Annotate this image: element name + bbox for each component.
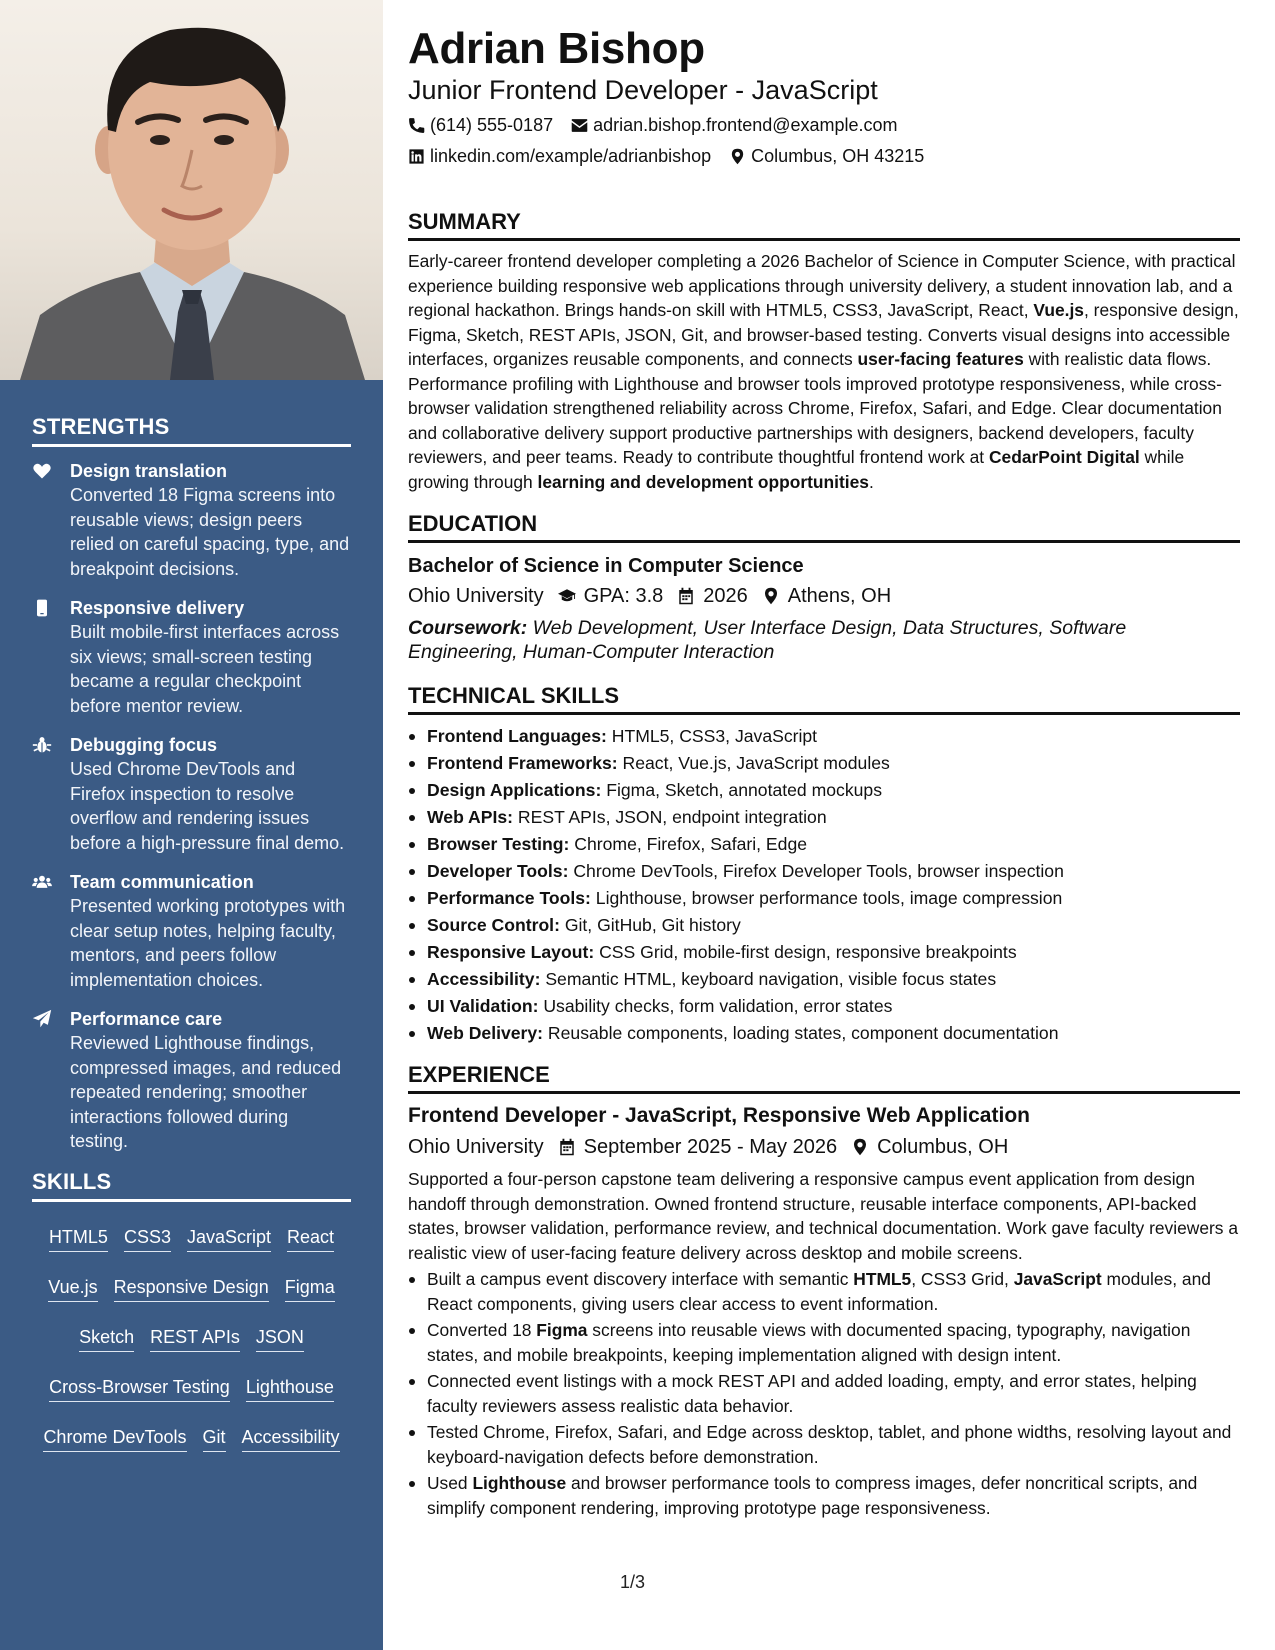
- education-location: Athens, OH: [762, 582, 891, 610]
- strength-item: [32, 1007, 351, 1154]
- strength-title: Debugging focus: [70, 735, 217, 755]
- job-bullet: Used Lighthouse and browser performance tools to compress images, defer noncritical scripts, and simplify component rendering, improving prototype page responsiveness.: [408, 1471, 1240, 1520]
- heart-icon: [32, 459, 70, 581]
- technical-skills-list: [408, 723, 1240, 1047]
- skill-tags: [32, 1214, 351, 1468]
- main-content: [408, 0, 1240, 1522]
- calendar-icon: [558, 1138, 576, 1156]
- job-meta: [408, 1133, 1240, 1161]
- users-icon: [32, 870, 70, 992]
- calendar-icon: [677, 587, 695, 605]
- skill-row: Accessibility: Semantic HTML, keyboard navigation, visible focus states: [408, 966, 1240, 993]
- skill-tag: Figma: [285, 1276, 335, 1302]
- skill-tag: Responsive Design: [114, 1276, 269, 1302]
- skill-row: Web Delivery: Reusable components, loading states, component documentation: [408, 1020, 1240, 1047]
- strength-item: [32, 870, 351, 992]
- email-text: adrian.bishop.frontend@example.com: [593, 115, 898, 135]
- strength-text: Reviewed Lighthouse findings, compressed images, and reduced repeated rendering; smoother interactions followed during testing.: [70, 1033, 342, 1151]
- skill-tag: JavaScript: [187, 1226, 271, 1252]
- contact-email[interactable]: [571, 113, 897, 137]
- linkedin-text: linkedin.com/example/adrianbishop: [430, 146, 712, 166]
- contact-location: [729, 144, 924, 168]
- strength-title: Performance care: [70, 1009, 223, 1029]
- job-bullet: Converted 18 Figma screens into reusable views with documented spacing, typography, navigation states, and mobile breakpoints, keeping implementation aligned with design intent.: [408, 1318, 1240, 1367]
- map-marker-icon: [762, 587, 780, 605]
- skill-row: Responsive Layout: CSS Grid, mobile-first design, responsive breakpoints: [408, 939, 1240, 966]
- skill-tag: Cross-Browser Testing: [49, 1376, 230, 1402]
- skill-tag: HTML5: [49, 1226, 108, 1252]
- skill-row: Browser Testing: Chrome, Firefox, Safari, Edge: [408, 831, 1240, 858]
- skill-row: Developer Tools: Chrome DevTools, Firefox Developer Tools, browser inspection: [408, 858, 1240, 885]
- experience-heading: EXPERIENCE: [408, 1061, 1240, 1094]
- linkedin-icon: [408, 148, 425, 165]
- skill-row: Web APIs: REST APIs, JSON, endpoint integration: [408, 804, 1240, 831]
- job-bullet: Connected event listings with a mock REST API and added loading, empty, and error states, helping faculty reviewers assess realistic data behavior.: [408, 1369, 1240, 1418]
- location-text: Columbus, OH 43215: [751, 146, 925, 166]
- map-marker-icon: [851, 1138, 869, 1156]
- profile-photo: [0, 0, 383, 380]
- mobile-icon: [32, 596, 70, 718]
- skill-row: Performance Tools: Lighthouse, browser performance tools, image compression: [408, 885, 1240, 912]
- strength-title: Responsive delivery: [70, 598, 245, 618]
- strength-text: Converted 18 Figma screens into reusable views; design peers relied on careful spacing, type, and breakpoint decisions.: [70, 485, 350, 579]
- skill-row: UI Validation: Usability checks, form validation, error states: [408, 993, 1240, 1020]
- contact-phone[interactable]: [408, 113, 553, 137]
- school-name: Ohio University: [408, 585, 544, 607]
- contact-row: [408, 113, 1240, 137]
- skill-tag: Lighthouse: [246, 1376, 334, 1402]
- page-number: 1/3: [620, 1572, 646, 1592]
- strength-text: Used Chrome DevTools and Firefox inspection to resolve overflow and rendering issues before a high-pressure final demo.: [70, 759, 345, 853]
- phone-icon: [408, 117, 425, 134]
- job-bullets: [408, 1267, 1240, 1520]
- strength-text: Presented working prototypes with clear setup notes, helping faculty, mentors, and peers follow implementation choices.: [70, 896, 346, 990]
- sidebar: [0, 0, 383, 1650]
- contact-row: [408, 144, 1240, 168]
- skill-row: Design Applications: Figma, Sketch, annotated mockups: [408, 777, 1240, 804]
- candidate-name: Adrian Bishop: [408, 24, 705, 73]
- job-location: Columbus, OH: [851, 1133, 1008, 1161]
- job-description: Supported a four-person capstone team delivering a responsive campus event application from design handoff through demonstration. Owned frontend structure, reusable interface components, API-backed states, browser validation, performance review, and technical documentation. Work gave faculty reviewers a realistic view of user-facing feature delivery across desktop and mobile screens.: [408, 1169, 1239, 1263]
- skill-tag: React: [287, 1226, 334, 1252]
- coursework: Coursework: Web Development, User Interface Design, Data Structures, Software Engineering, Human-Computer Interaction: [408, 617, 1127, 663]
- strength-item: [32, 459, 351, 581]
- skill-tag: Accessibility: [242, 1426, 340, 1452]
- graduation-cap-icon: [558, 587, 576, 605]
- skill-row: Frontend Frameworks: React, Vue.js, JavaScript modules: [408, 750, 1240, 777]
- strengths-heading: STRENGTHS: [32, 414, 351, 447]
- gpa: GPA: 3.8: [558, 582, 664, 610]
- skill-tag: Chrome DevTools: [43, 1426, 186, 1452]
- job-org: Ohio University: [408, 1136, 544, 1158]
- summary-text: Early-career frontend developer completing a 2026 Bachelor of Science in Computer Science, with practical experience building responsive web applications through university delivery, a student innovation lab, and a regional hackathon. Brings hands-on skill with HTML5, CSS3, JavaScript, React, Vue.js, responsive design, Figma, Sketch, REST APIs, JSON, Git, and browser-based testing. Converts visual designs into accessible interfaces, organizes reusable components, and connects user-facing features with realistic data flows. Performance profiling with Lighthouse and browser tools improved prototype responsiveness, while cross-browser validation strengthened reliability across Chrome, Firefox, Safari, and Edge. Clear documentation and collaborative delivery support productive partnerships with designers, backend developers, faculty reviewers, and peer teams. Ready to contribute thoughtful frontend work at CedarPoint Digital while growing through learning and development opportunities.: [408, 251, 1239, 492]
- map-marker-icon: [729, 148, 746, 165]
- skill-tag: Sketch: [79, 1326, 134, 1352]
- candidate-role: Junior Frontend Developer - JavaScript: [408, 75, 878, 105]
- education-meta: [408, 582, 1240, 610]
- strength-title: Design translation: [70, 461, 228, 481]
- envelope-icon: [571, 117, 588, 134]
- education-heading: EDUCATION: [408, 510, 1240, 543]
- bug-icon: [32, 733, 70, 855]
- skills-heading: SKILLS: [32, 1169, 351, 1202]
- paper-plane-icon: [32, 1007, 70, 1154]
- skill-row: Frontend Languages: HTML5, CSS3, JavaScript: [408, 723, 1240, 750]
- skill-tag: CSS3: [124, 1226, 171, 1252]
- technical-skills-heading: TECHNICAL SKILLS: [408, 682, 1240, 715]
- skill-tag: Git: [203, 1426, 226, 1452]
- skill-tag: JSON: [256, 1326, 304, 1352]
- strength-text: Built mobile-first interfaces across six views; small-screen testing became a regular checkpoint before mentor review.: [70, 622, 340, 716]
- skill-tag: REST APIs: [150, 1326, 240, 1352]
- skill-tag: Vue.js: [48, 1276, 97, 1302]
- graduation-year: 2026: [677, 582, 748, 610]
- job-bullet: Built a campus event discovery interface with semantic HTML5, CSS3 Grid, JavaScript modules, and React components, giving users clear access to event information.: [408, 1267, 1240, 1316]
- job-bullet: Tested Chrome, Firefox, Safari, and Edge across desktop, tablet, and phone widths, resolving layout and keyboard-navigation defects before demonstration.: [408, 1420, 1240, 1469]
- phone-text: (614) 555-0187: [430, 115, 554, 135]
- contact-linkedin[interactable]: [408, 144, 711, 168]
- skill-row: Source Control: Git, GitHub, Git history: [408, 912, 1240, 939]
- skills-section: [0, 1169, 383, 1468]
- degree-title: Bachelor of Science in Computer Science: [408, 555, 804, 577]
- job-dates: September 2025 - May 2026: [558, 1133, 838, 1161]
- strengths-section: [0, 414, 383, 1154]
- job-title: Frontend Developer - JavaScript, Responsive Web Application: [408, 1104, 1030, 1127]
- strength-item: [32, 733, 351, 855]
- strength-title: Team communication: [70, 872, 254, 892]
- strength-item: [32, 596, 351, 718]
- summary-heading: SUMMARY: [408, 208, 1240, 241]
